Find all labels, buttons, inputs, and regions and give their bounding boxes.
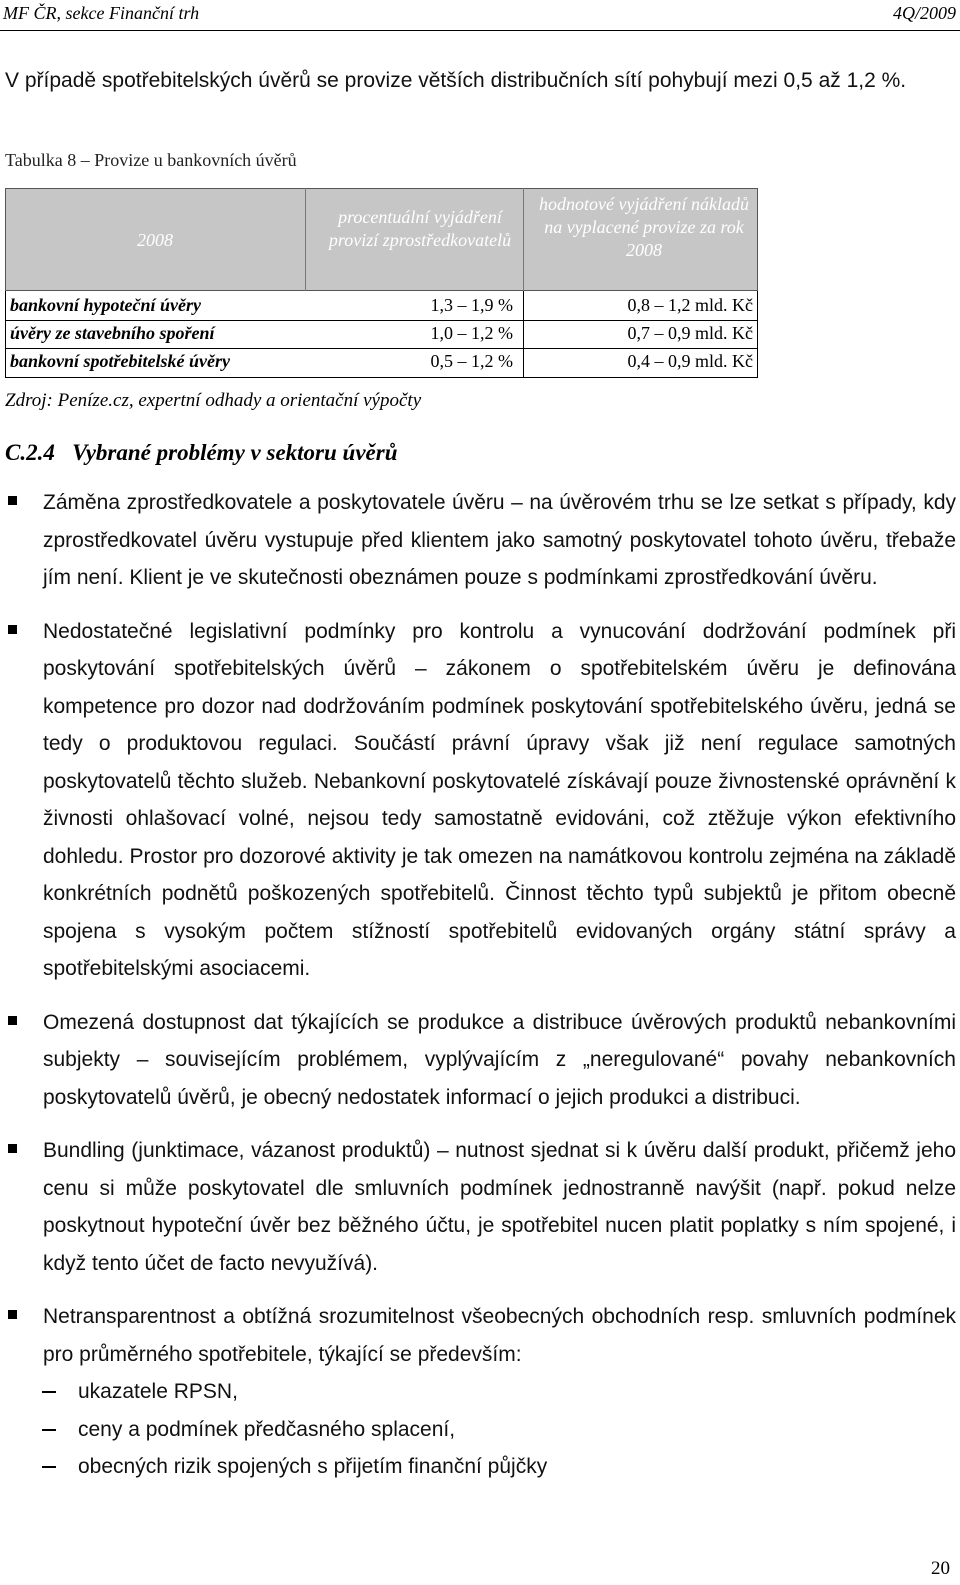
row-divider [5, 348, 758, 349]
header-year: 2008 [137, 230, 173, 250]
page-number: 20 [931, 1558, 950, 1579]
header-divider [305, 188, 306, 291]
table-source: Zdroj: Peníze.cz, expertní odhady a orientační výpočty [5, 390, 422, 411]
table-row-label: bankovní hypoteční úvěry [10, 295, 201, 315]
section-heading [5, 440, 398, 466]
dash-item [0, 1411, 960, 1449]
row-divider [5, 320, 758, 321]
dash-text: ceny a podmínek předčasného splacení, [78, 1417, 456, 1441]
table-row-value: 0,4 – 0,9 mld. Kč [627, 351, 753, 371]
table-row-label: bankovní spotřebitelské úvěry [10, 351, 230, 371]
bullet-text: Nedostatečné legislativní podmínky pro kontrolu a vynucování dodržování podmínek při poskytování spotřebitelských úvěrů – zákonem o spotřebitelském úvěru je definována kompetence pro dozor nad dodržováním podmínek poskytování spotřebitelského úvěru, jedná se tedy o produktovou regulaci. Součástí právní úpravy však již není regulace samotných poskytovatelů těchto služeb. Nebankovní poskytovatelé získávají pouze živnostenské oprávnění k živnosti ohlašovací volné, nejsou tedy samostatně evidováni, což ztěžuje výkon efektivního dohledu. Prostor pro dozorové aktivity je tak omezen na namátkovou kontrolu zejména na základě konkrétních podnětů poškozených spotřebitelů. Činnost těchto typů subjektů je přitom obecně spojena s vysokým počtem stížností spotřebitelů evidovaných orgány státní správy a spotřebitelskými asociacemi. [43, 619, 956, 980]
table-row-label: úvěry ze stavebního spoření [10, 323, 215, 343]
square-bullet-icon [8, 1016, 17, 1025]
list-item [0, 613, 960, 988]
table-row-value: 0,8 – 1,2 mld. Kč [627, 295, 753, 315]
header-rule [0, 30, 960, 31]
list-item [0, 1298, 960, 1373]
dash-text: obecných rizik spojených s přijetím finanční půjčky [78, 1455, 548, 1478]
dash-item [0, 1448, 960, 1486]
list-item [0, 1004, 960, 1117]
square-bullet-icon [8, 1144, 17, 1153]
intro-paragraph: V případě spotřebitelských úvěrů se provize větších distribučních sítí pohybují mezi 0,5 až 1,2 %. [5, 69, 907, 92]
running-header [0, 0, 960, 30]
table-caption: Tabulka 8 – Provize u bankovních úvěrů [5, 150, 297, 170]
bullet-list [0, 484, 960, 1486]
dash-text: ukazatele RPSN, [78, 1380, 238, 1403]
dash-list [0, 1373, 960, 1486]
bullet-text: Netransparentnost a obtížná srozumitelnost všeobecných obchodních resp. smluvních podmínek pro průměrného spotřebitele, týkající se především: [43, 1305, 956, 1366]
table-row-percent: 1,0 – 1,2 % [430, 323, 513, 343]
bullet-text: Omezená dostupnost dat týkajících se produkce a distribuce úvěrových produktů nebankovními subjekty – souvisejícím problémem, vyplývajícím z „neregulované“ povahy nebankovních poskytovatelů úvěrů, je obecný nedostatek informací o jejich produkci a distribuci. [43, 1010, 956, 1109]
header-left: MF ČR, sekce Finanční trh [3, 3, 200, 23]
bullet-text: Bundling (junktimace, vázanost produktů) – nutnost sjednat si k úvěru další produkt, přičemž jeho cenu si může poskytovatel dle smluvních podmínek jednostranně navýšit (např. pokud nelze poskytnout hypoteční úvěr bez běžného účtu, je spotřebitel nucen platit poplatky s ním spojené, i když tento účet de facto nevyužívá). [43, 1139, 956, 1275]
header-right: 4Q/2009 [893, 3, 956, 23]
dash-item [0, 1373, 960, 1411]
table-row-percent: 1,3 – 1,9 % [430, 295, 513, 315]
table-row-percent: 0,5 – 1,2 % [430, 351, 513, 371]
dash-icon [42, 1391, 56, 1393]
header-value: hodnotové vyjádření nákladů na vyplacené provize za rok 2008 [539, 194, 749, 260]
dash-icon [42, 1429, 56, 1431]
square-bullet-icon [8, 625, 17, 634]
section-number: C.2.4 [5, 440, 55, 465]
square-bullet-icon [8, 496, 17, 505]
header-percent: procentuální vyjádření provizí zprostředkovatelů [328, 207, 512, 250]
column-divider [523, 291, 524, 378]
dash-icon [42, 1466, 56, 1468]
list-item [0, 1132, 960, 1282]
table-row-value: 0,7 – 0,9 mld. Kč [627, 323, 753, 343]
bullet-text: Záměna zprostředkovatele a poskytovatele úvěru – na úvěrovém trhu se lze setkat s případy, kdy zprostředkovatel úvěru vystupuje před klientem jako samotný poskytovatel tohoto úvěru, třebaže jím není. Klient je ve skutečnosti obeznámen pouze s podmínkami zprostředkování úvěru. [43, 491, 956, 589]
list-item [0, 484, 960, 597]
header-divider [523, 188, 524, 291]
section-title: Vybrané problémy v sektoru úvěrů [72, 440, 398, 465]
square-bullet-icon [8, 1310, 17, 1319]
